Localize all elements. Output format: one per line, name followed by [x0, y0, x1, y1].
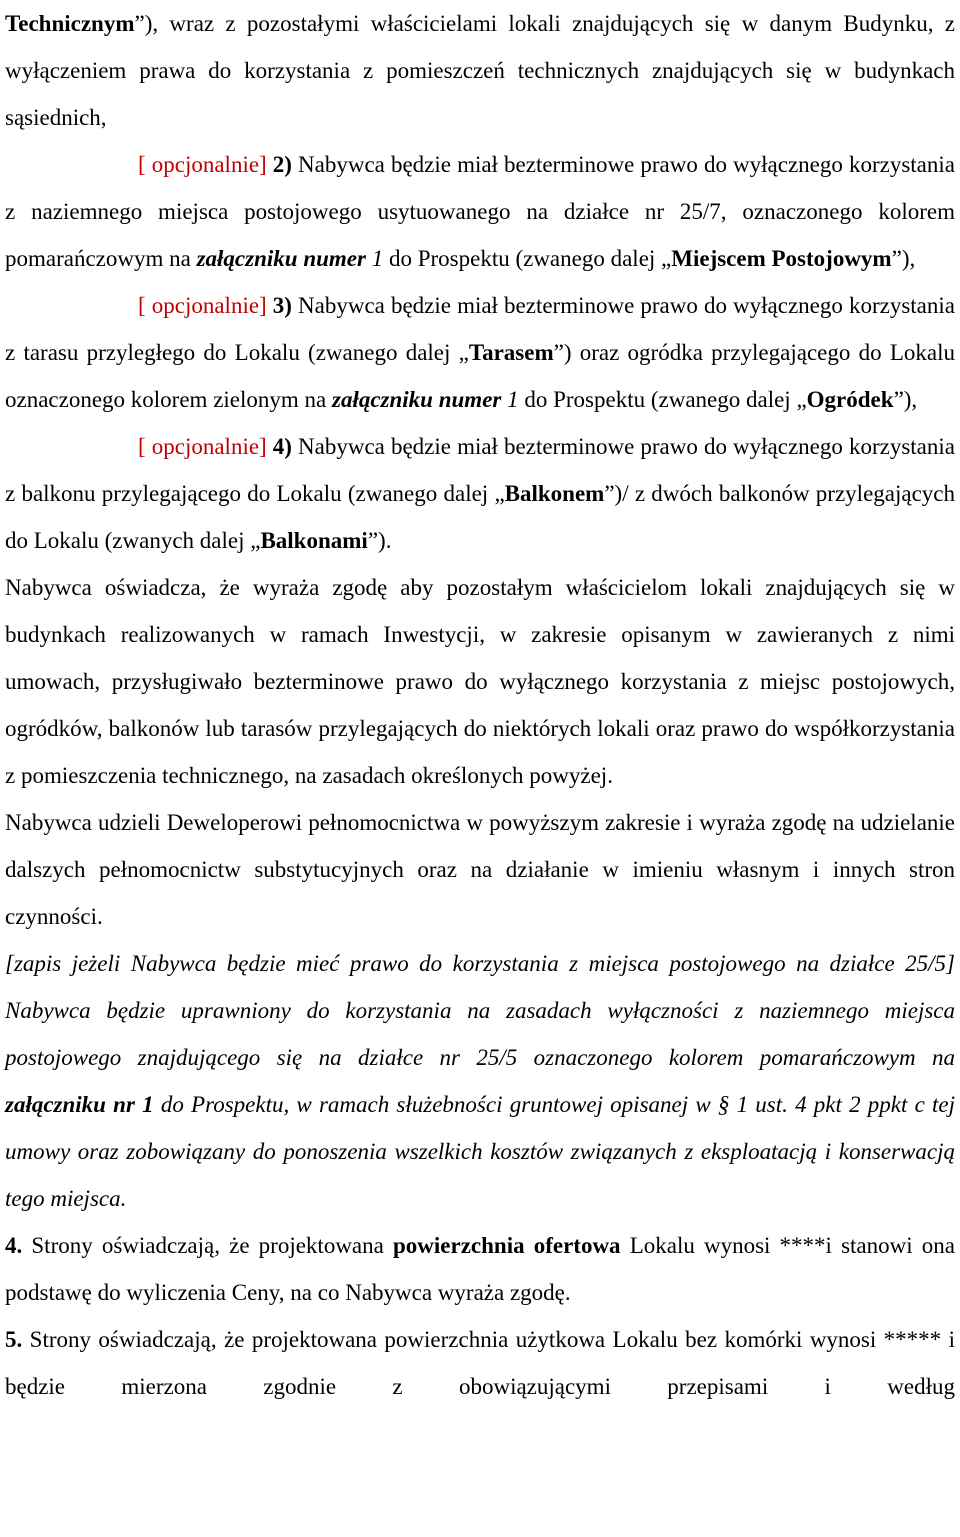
optional-tag: [ opcjonalnie] [138, 293, 267, 318]
text: ”), [893, 387, 918, 412]
annex-reference: załączniku numer [196, 246, 366, 271]
annex-number: 1 [365, 246, 384, 271]
term-ogrodek: Ogródek [806, 387, 894, 412]
text: ”). [367, 528, 392, 553]
text: do Prospektu, w ramach służebności gruntowej opisanej w § 1 ust. 4 pkt 2 ppkt c tej umowy oraz zobowiązany do ponoszenia wszelkich kosztów związanych z eksploatacją i konserwacją tego miejsca. [5, 1092, 956, 1211]
text: Nabywca będzie miał bezterminowe prawo do wyłącznego korzystania z balkonu przylegającego do Lokalu (zwanego dalej „ [5, 434, 955, 506]
text: ”), wraz z pozostałymi właścicielami lokali znajdujących się w danym Budynku, z wyłączeniem prawa do korzystania z pomieszczeń technicznych znajdujących się w budynkach sąsiednich, [5, 11, 955, 130]
optional-tag: [ opcjonalnie] [138, 152, 267, 177]
text: Strony oświadczają, że projektowana [22, 1233, 393, 1258]
section-number: 5. [5, 1327, 23, 1352]
text: Nabywca będzie miał bezterminowe prawo do wyłącznego korzystania z naziemnego miejsca postojowego usytuowanego na działce nr 25/7, oznaczonego kolorem pomarańczowym na [5, 152, 955, 271]
paragraph-parking-25-5 [5, 940, 955, 1222]
clause-number: 2) [266, 152, 292, 177]
paragraph-power-of-attorney: Nabywca udzieli Deweloperowi pełnomocnictwa w powyższym zakresie i wyraża zgodę na udzielanie dalszych pełnomocnictw substytucyjnych oraz na działanie w imieniu własnym i innych stron czynności. [5, 810, 955, 929]
clause-number: 4) [266, 434, 292, 459]
paragraph-consent-others: Nabywca oświadcza, że wyraża zgodę aby pozostałym właścicielom lokali znajdujących się w budynkach realizowanych w ramach Inwestycji, w zakresie opisanym w zawieranych z nimi umowach, przysługiwało bezterminowe prawo do wyłącznego korzystania z miejsc postojowych, ogródków, balkonów lub tarasów przylegających do niektórych lokali oraz prawo do współkorzystania z pomieszczenia technicznego, na zasadach określonych powyżej. [5, 575, 955, 788]
text: do Prospektu (zwanego dalej „ [383, 246, 672, 271]
annex-reference: załączniku nr 1 [5, 1092, 154, 1117]
clause-2-parking [5, 141, 955, 282]
clause-3-terrace [5, 282, 955, 423]
clause-number: 3) [266, 293, 292, 318]
paragraph-continuation [5, 0, 955, 141]
text: ”), [891, 246, 916, 271]
text: Strony oświadczają, że projektowana powierzchnia użytkowa Lokalu bez komórki wynosi ***** i będzie mierzona zgodnie z obowiązującymi przepisami i według [5, 1327, 955, 1399]
text: ”)/ z dwóch balkonów przylegających do Lokalu (zwanych dalej „ [5, 481, 955, 553]
clause-4-balcony [5, 423, 955, 564]
term-balkony: Balkonami [260, 528, 368, 553]
text: Nabywca będzie miał bezterminowe prawo do wyłącznego korzystania z tarasu przyległego do Lokalu (zwanego dalej „ [5, 293, 955, 365]
term-balkon: Balkonem [504, 481, 605, 506]
text: [zapis jeżeli Nabywca będzie mieć prawo do korzystania z miejsca postojowego na działce 25/5] Nabywca będzie uprawniony do korzystania na zasadach wyłączności z naziemnego miejsca postojowego znajdującego się na działce nr 25/5 oznaczonego kolorem pomarańczowym na [5, 951, 955, 1070]
term-miejsce-postojowe: Miejscem Postojowym [671, 246, 892, 271]
term-techniczny: Technicznym [5, 11, 135, 36]
text: Lokalu wynosi ****i stanowi ona podstawę do wyliczenia Ceny, na co Nabywca wyraża zgodę. [5, 1233, 955, 1305]
annex-reference: załączniku numer [332, 387, 502, 412]
text: do Prospektu (zwanego dalej „ [518, 387, 807, 412]
term-powierzchnia-ofertowa: powierzchnia ofertowa [392, 1233, 621, 1258]
text: ”) oraz ogródka przylegającego do Lokalu oznaczonego kolorem zielonym na [5, 340, 955, 412]
term-taras: Tarasem [468, 340, 554, 365]
section-number: 4. [5, 1233, 23, 1258]
section-4-offer-area [5, 1222, 955, 1316]
optional-tag: [ opcjonalnie] [138, 434, 267, 459]
section-5-usable-area [5, 1316, 955, 1410]
annex-number: 1 [501, 387, 519, 412]
